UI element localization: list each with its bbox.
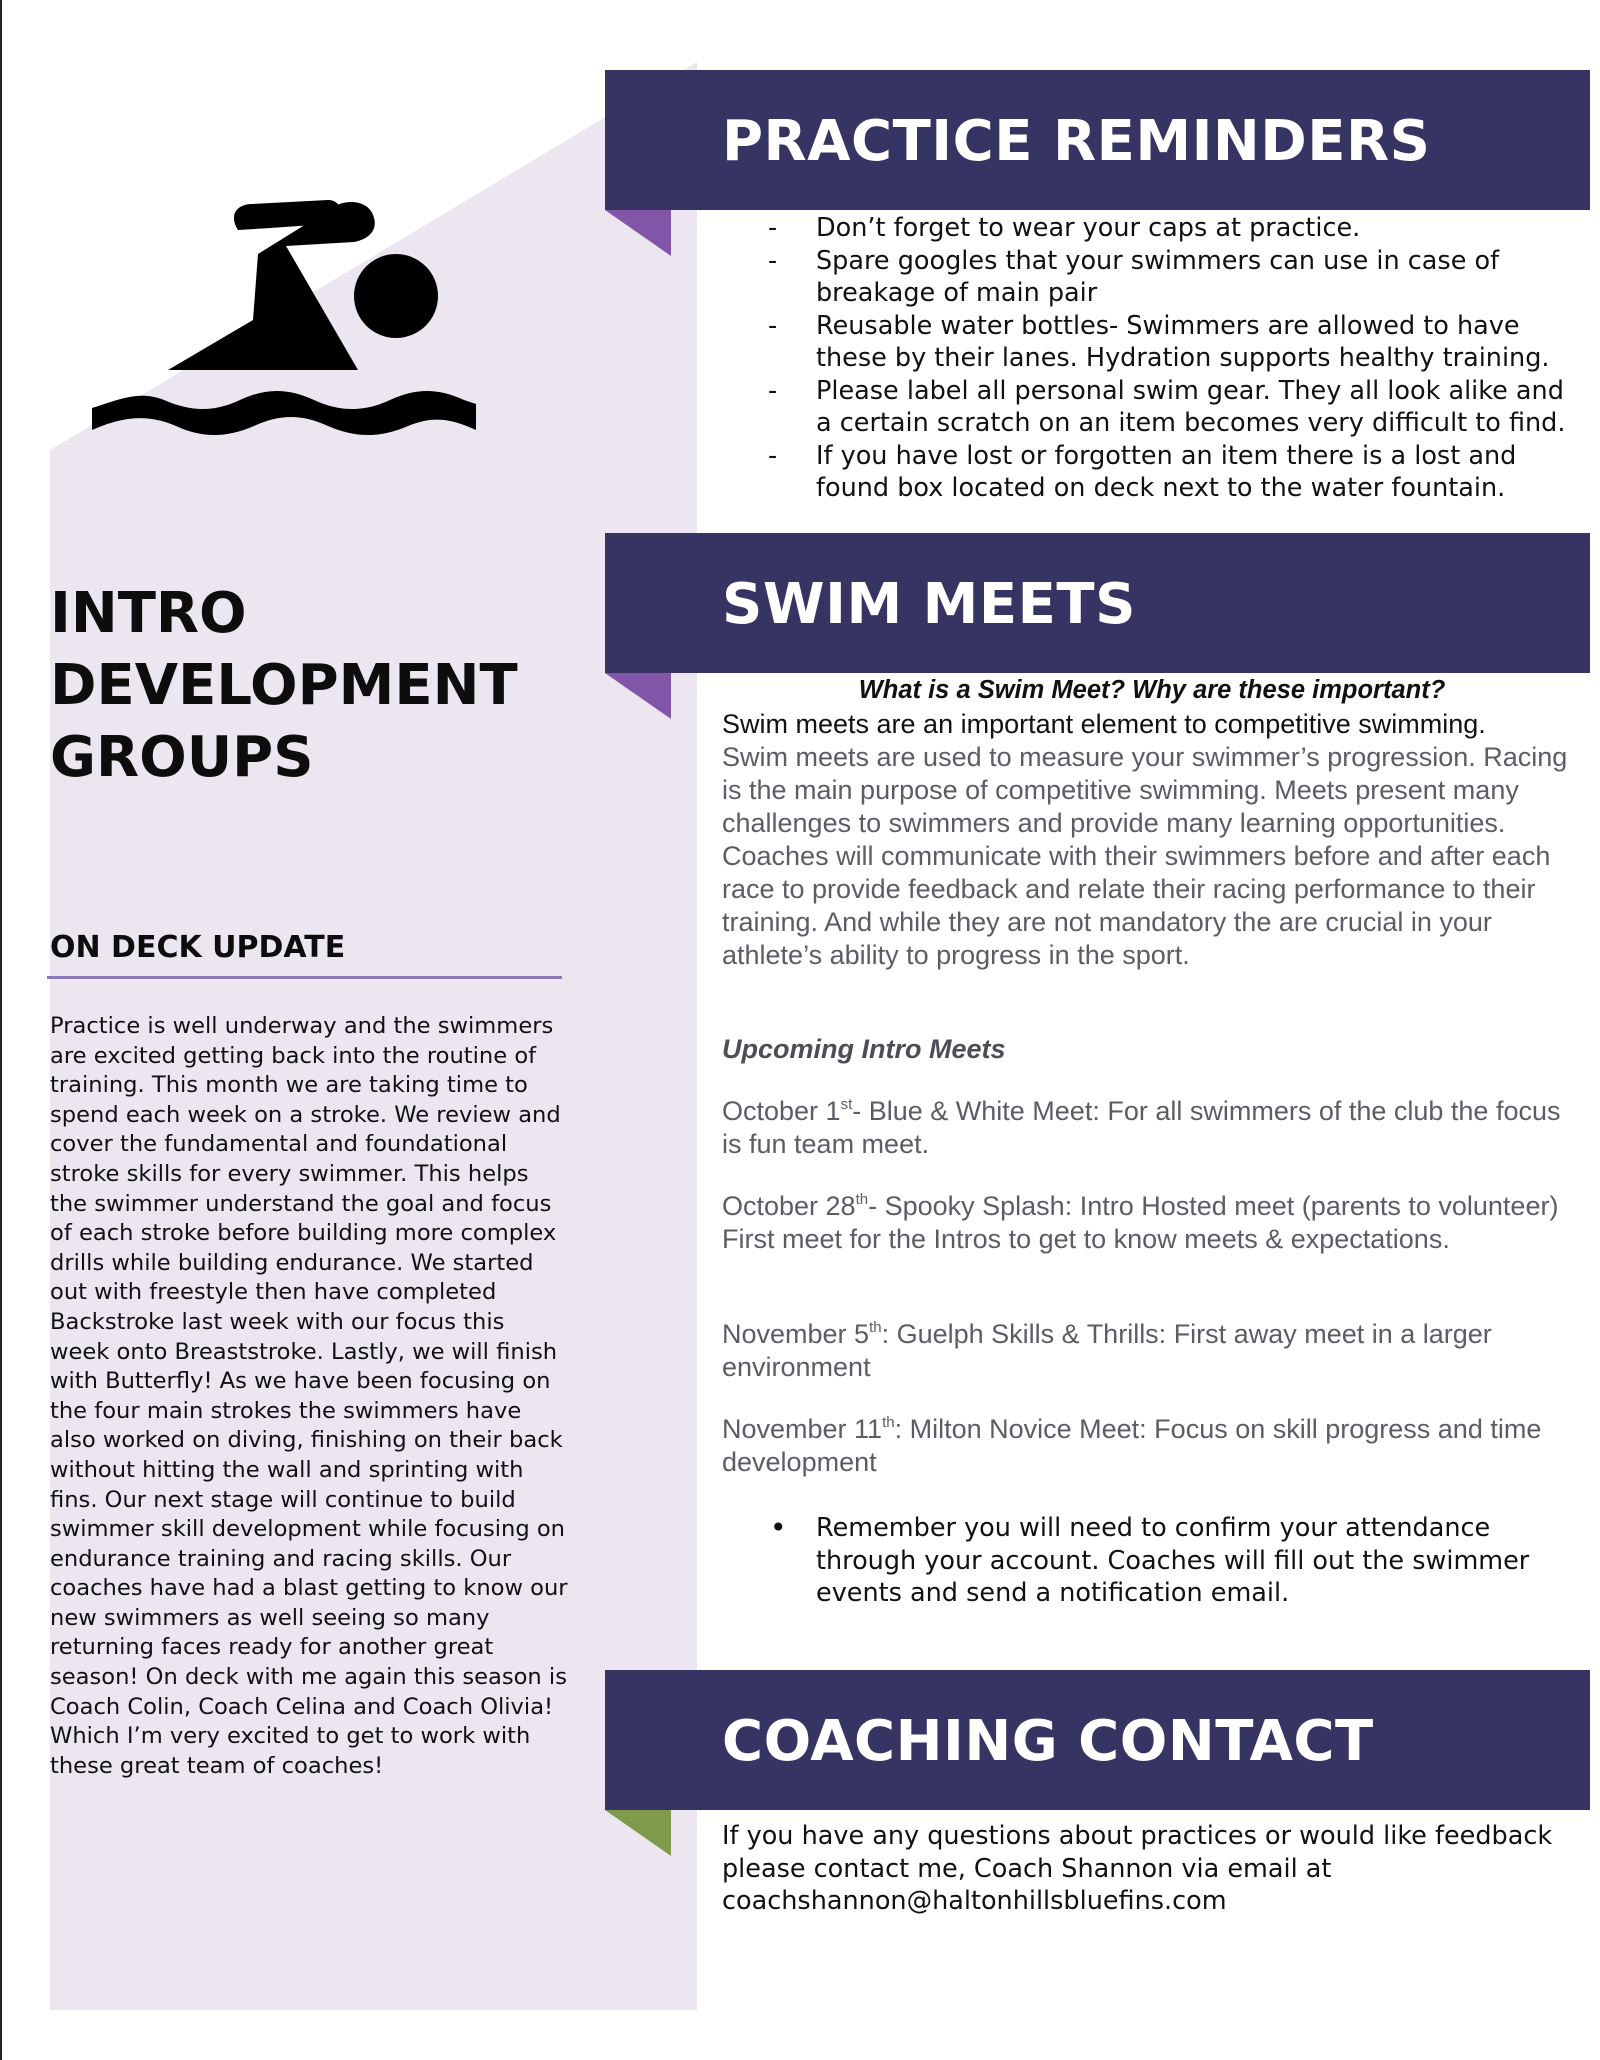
contact-message: If you have any questions about practices or would like feedback please contact me, Coach Shannon via email at <box>722 1821 1553 1884</box>
practice-reminders-banner <box>605 70 1590 210</box>
meet-date-suffix: st <box>840 1096 853 1113</box>
on-deck-divider <box>47 976 562 979</box>
meet-description: : Milton Novice Meet: Focus on skill progress and time development <box>722 1414 1542 1477</box>
group-title <box>50 578 610 794</box>
list-item-text: If you have lost or forgotten an item there is a lost and found box located on deck next to the water fountain. <box>816 440 1517 503</box>
swim-meet-question: What is a Swim Meet? Why are these important? <box>858 676 1446 704</box>
meet-date-suffix: th <box>869 1319 882 1336</box>
list-item <box>760 375 1570 440</box>
meet-item <box>722 1318 1582 1384</box>
contact-email[interactable]: coachshannon@haltonhillsbluefins.com <box>722 1886 1227 1916</box>
swim-meets-banner <box>605 533 1590 673</box>
list-item <box>760 440 1570 505</box>
group-title-line: INTRO <box>50 581 247 646</box>
list-item <box>760 245 1570 310</box>
list-item-text: Don’t forget to wear your caps at practice. <box>816 213 1361 243</box>
dash-marker: - <box>768 440 778 471</box>
dash-marker: - <box>768 310 778 341</box>
dash-marker: - <box>768 245 778 276</box>
list-item-text: Reusable water bottles- Swimmers are allowed to have these by their lanes. Hydration supports healthy training. <box>816 310 1550 373</box>
meet-description: : Guelph Skills & Thrills: First away meet in a larger environment <box>722 1319 1492 1382</box>
meet-item <box>722 1095 1582 1161</box>
swim-meet-lead: Swim meets are an important element to competitive swimming. <box>722 709 1486 739</box>
meet-description: - Spooky Splash: Intro Hosted meet (parents to volunteer) First meet for the Intros to get to know meets & expectations. <box>722 1191 1559 1254</box>
group-title-line: DEVELOPMENT <box>50 653 518 718</box>
list-item <box>770 1512 1530 1610</box>
swim-meets-title: SWIM MEETS <box>722 572 1136 637</box>
meet-date: November 11 <box>722 1414 883 1444</box>
list-item <box>760 212 1570 245</box>
banner-fold-corner <box>605 1810 671 1856</box>
meet-item <box>722 1190 1582 1256</box>
banner-fold-corner <box>605 673 671 719</box>
meet-date-suffix: th <box>882 1414 895 1431</box>
on-deck-heading: ON DECK UPDATE <box>50 930 346 965</box>
coaching-contact-text <box>722 1820 1582 1918</box>
swim-meet-paragraph: Swim meets are used to measure your swimmer’s progression. Racing is the main purpose of competitive swimming. Meets present many challenges to swimmers and provide many learning opportunities. Coaches will communicate with their swimmers before and after each race to provide feedback and relate their racing performance to their training. And while they are not mandatory the are crucial in your athlete’s ability to progress in the sport. <box>722 742 1568 970</box>
meet-item <box>722 1413 1582 1479</box>
banner-fold-corner <box>605 210 671 256</box>
attendance-note: Remember you will need to confirm your attendance through your account. Coaches will fill out the swimmer events and send a notification email. <box>816 1513 1530 1608</box>
list-item <box>760 310 1570 375</box>
water-wave-icon <box>92 391 476 435</box>
swimmer-icon <box>88 190 480 440</box>
practice-reminders-title: PRACTICE REMINDERS <box>722 109 1431 174</box>
meet-date: November 5 <box>722 1319 870 1349</box>
meet-date-suffix: th <box>855 1191 869 1208</box>
list-item-text: Please label all personal swim gear. They all look alike and a certain scratch on an item becomes very difficult to find. <box>816 375 1566 438</box>
attendance-list <box>770 1512 1530 1610</box>
group-title-line: GROUPS <box>50 725 314 790</box>
on-deck-body: Practice is well underway and the swimmers are excited getting back into the routine of training. This month we are taking time to spend each week on a stroke. We review and cover the fundamental and foundational stroke skills for every swimmer. This helps the swimmer understand the goal and focus of each stroke before building more complex drills while building endurance. We started out with freestyle then have completed Backstroke last week with our focus this week onto Breaststroke. Lastly, we will finish with Butterfly! As we have been focusing on the four main strokes the swimmers have also worked on diving, finishing on their back without hitting the wall and sprinting with fins. Our next stage will continue to build swimmer skill development while focusing on endurance training and racing skills. Our coaches have had a blast getting to know our new swimmers as well seeing so many returning faces ready for another great season! On deck with me again this season is Coach Colin, Coach Celina and Coach Olivia! Which I’m very excited to get to work with these great team of coaches! <box>50 1013 568 1779</box>
list-item-text: Spare googles that your swimmers can use in case of breakage of main pair <box>816 245 1500 308</box>
dash-marker: - <box>768 375 778 406</box>
coaching-contact-title: COACHING CONTACT <box>722 1709 1374 1774</box>
bullet-marker: • <box>770 1511 787 1544</box>
upcoming-meets-heading: Upcoming Intro Meets <box>722 1034 1006 1064</box>
coaching-contact-banner <box>605 1670 1590 1810</box>
meet-date: October 28 <box>722 1191 856 1221</box>
meet-date: October 1 <box>722 1096 841 1126</box>
meet-description: - Blue & White Meet: For all swimmers of the club the focus is fun team meet. <box>722 1096 1561 1159</box>
practice-reminders-list <box>760 212 1570 505</box>
dash-marker: - <box>768 213 778 243</box>
swimmer-head <box>354 254 438 338</box>
